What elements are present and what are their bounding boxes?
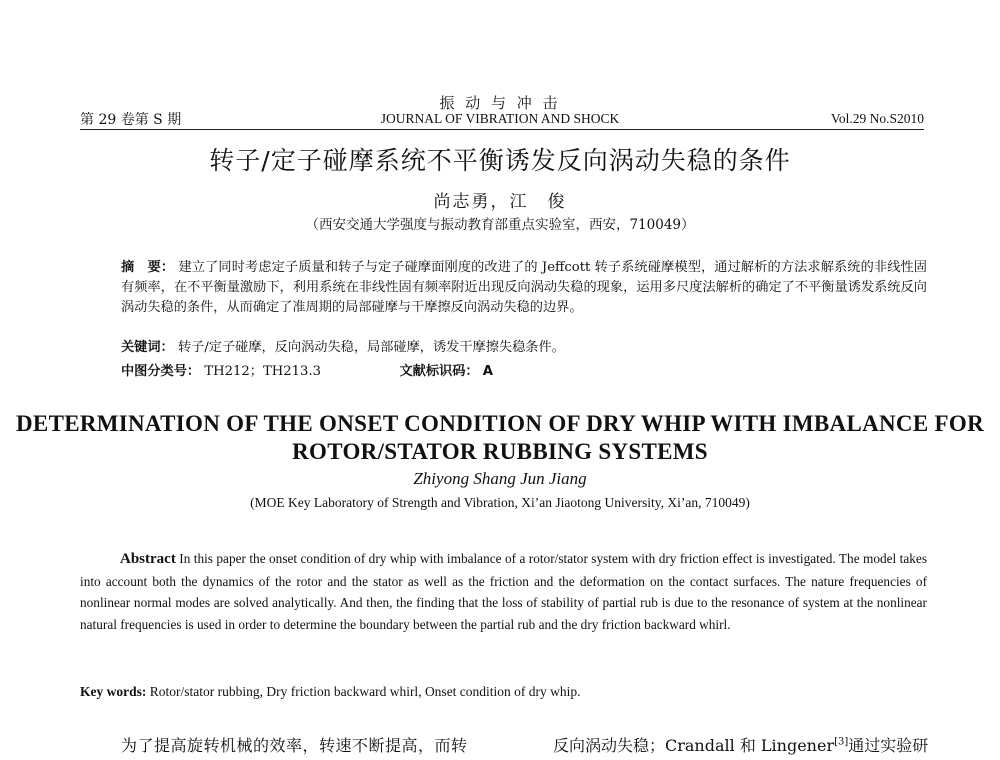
body-text-left: 为了提高旋转机械的效率，转速不断提高，而转 — [121, 736, 468, 755]
paper-title-en: DETERMINATION OF THE ONSET CONDITION OF DRY WHIP WITH IMBALANCE FOR ROTOR/STATOR RUBBING SYSTEMS — [16, 411, 984, 464]
clc-value: TH212；TH213.3 — [204, 364, 322, 379]
header-rule — [80, 129, 924, 130]
keywords-en — [80, 684, 581, 700]
abstract-en-label: Abstract — [120, 551, 176, 567]
affiliation-en: (MOE Key Laboratory of Strength and Vibration, Xi’an Jiaotong University, Xi’an, 710049) — [250, 495, 750, 510]
keywords-cn-label: 关键词： — [121, 340, 174, 355]
citation-ref: [3] — [834, 736, 849, 748]
abstract-cn-label: 摘 要： — [121, 260, 175, 275]
authors-en: Zhiyong Shang Jun Jiang — [413, 469, 587, 488]
doc-code-value: A — [482, 364, 493, 379]
keywords-en-text: Rotor/stator rubbing, Dry friction backward whirl, Onset condition of dry whip. — [149, 684, 581, 699]
keywords-cn-text: 转子/定子碰摩，反向涡动失稳，局部碰摩，诱发干摩擦失稳条件。 — [177, 340, 565, 355]
classification-line — [121, 362, 927, 382]
paper-title-cn: 转子/定子碰摩系统不平衡诱发反向涡动失稳的条件 — [209, 146, 791, 175]
abstract-en-text: In this paper the onset condition of dry whip with imbalance of a rotor/stator system with dry friction effect is investigated. The model takes into account both the dynamics of the rotor and the stator as well as the friction and the deformation on the contact surfaces. The nature frequencies of nonlinear normal modes are solved analytically. And then, the finding that the loss of stability of partial rub is due to the resonance of system at the nonlinear natural frequencies is used in order to determine the boundary between the partial rub and the dry friction backward whirl. — [80, 551, 928, 632]
doc-code-label: 文献标识码： — [399, 364, 479, 379]
journal-name-cn: 振 动 与 冲 击 — [439, 94, 561, 112]
journal-name-en: JOURNAL OF VIBRATION AND SHOCK — [380, 111, 620, 126]
clc-label: 中图分类号： — [121, 364, 201, 379]
body-right-post: 通过实验研 — [848, 736, 929, 755]
issue-info-cn: 第 29 卷第 S 期 — [80, 112, 182, 128]
body-text-right — [553, 733, 928, 756]
volume-info: Vol.29 No.S2010 — [830, 111, 924, 126]
affiliation-cn: （西安交通大学强度与振动教育部重点实验室，西安，710049） — [305, 217, 695, 233]
keywords-cn — [121, 338, 927, 358]
abstract-cn-text: 建立了同时考虑定子质量和转子与定子碰摩面刚度的改进了的 Jeffcott 转子系统碰摩模型，通过解析的方法求解系统的非线性固有频率，在不平衡量激励下，利用系统在非线性固有频率附近出现反向涡动失稳的现象，运用多尺度法解析的确定了不平衡量诱发系统反向涡动失稳的条件，从而确定了准周期的局部碰摩与干摩擦反向涡动失稳的边界。 — [121, 260, 927, 315]
authors-cn: 尚志勇，江 俊 — [433, 192, 567, 212]
keywords-en-label: Key words: — [80, 684, 147, 699]
abstract-en — [80, 548, 927, 635]
abstract-cn — [121, 258, 927, 318]
body-right-pre: 反向涡动失稳；Crandall 和 Lingener — [553, 736, 835, 755]
